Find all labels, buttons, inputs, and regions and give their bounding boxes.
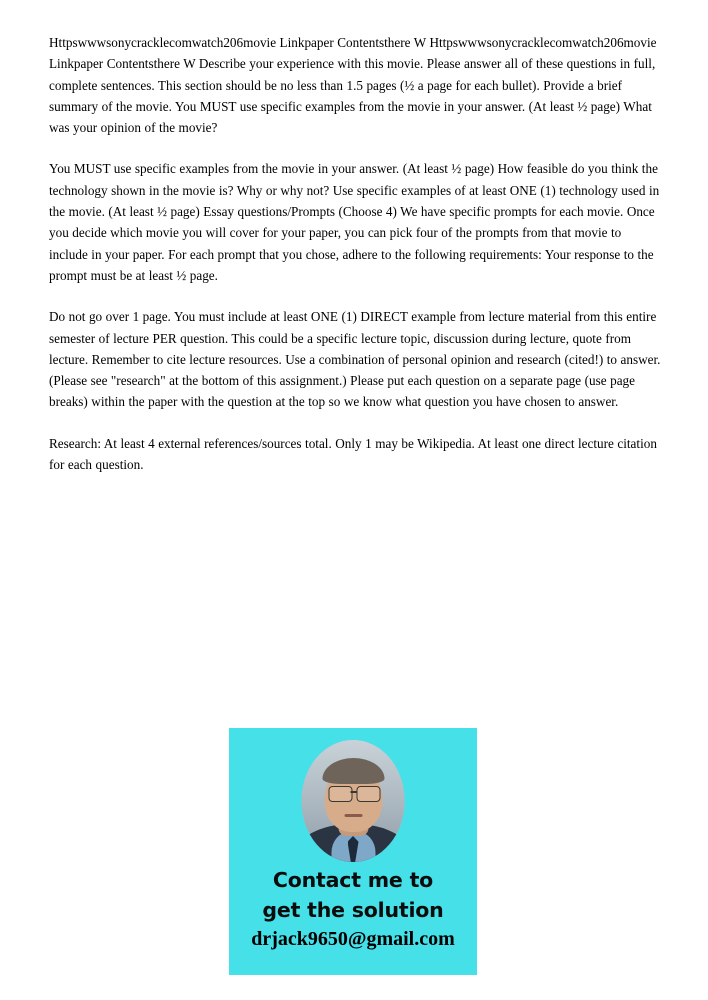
promo-email: drjack9650@gmail.com — [251, 928, 455, 950]
paragraph: You MUST use specific examples from the movie in your answer. (At least ½ page) How feasible do you think the technology shown in the movie is? Why or why not? Use specific examples of at least ONE (1) technology used in the movie. (At least ½ page) Essay questions/Prompts (Choose 4) We have specific prompts for each movie. Once you decide which movie you will cover for your paper, you can pick four of the prompts from that movie to include in your paper. For each prompt that you chose, adhere to the following requirements: Your response to the prompt must be at least ½ page. — [49, 161, 660, 283]
promo-line-1: Contact me to — [272, 868, 434, 892]
promo-line-2: get the solution — [262, 898, 444, 922]
portrait-mouth — [344, 814, 362, 817]
glasses-bridge-icon — [350, 791, 356, 793]
promo-card — [229, 728, 477, 975]
paragraph: Httpswwwsonycracklecomwatch206movie Linkpaper Contentsthere W Httpswwwsonycracklecomwatch206movie Linkpaper Contentsthere W Describe your experience with this movie. Please answer all of these questions in full, complete sentences. This section should be no less than 1.5 pages (½ a page for each bullet). Provide a brief summary of the movie. You MUST use specific examples from the movie in your answer. (At least ½ page) What was your opinion of the movie? — [49, 35, 657, 136]
document-body — [49, 32, 661, 475]
avatar — [302, 740, 405, 862]
paragraph: Research: At least 4 external references/sources total. Only 1 may be Wikipedia. At least one direct lecture citation for each question. — [49, 435, 657, 473]
glasses-right-icon — [356, 786, 380, 802]
glasses-left-icon — [328, 786, 352, 802]
paragraph: Do not go over 1 page. You must include at least ONE (1) DIRECT example from lecture material from this entire semester of lecture PER question. This could be a specific lecture topic, discussion during lecture, quote from lecture. Remember to cite lecture resources. Use a combination of personal opinion and research (cited!) to answer. (Please see "research" at the bottom of this assignment.) Please put each question on a separate page (use page breaks) within the paper with the question at the top so we know what question you have chosen to answer. — [49, 309, 661, 410]
